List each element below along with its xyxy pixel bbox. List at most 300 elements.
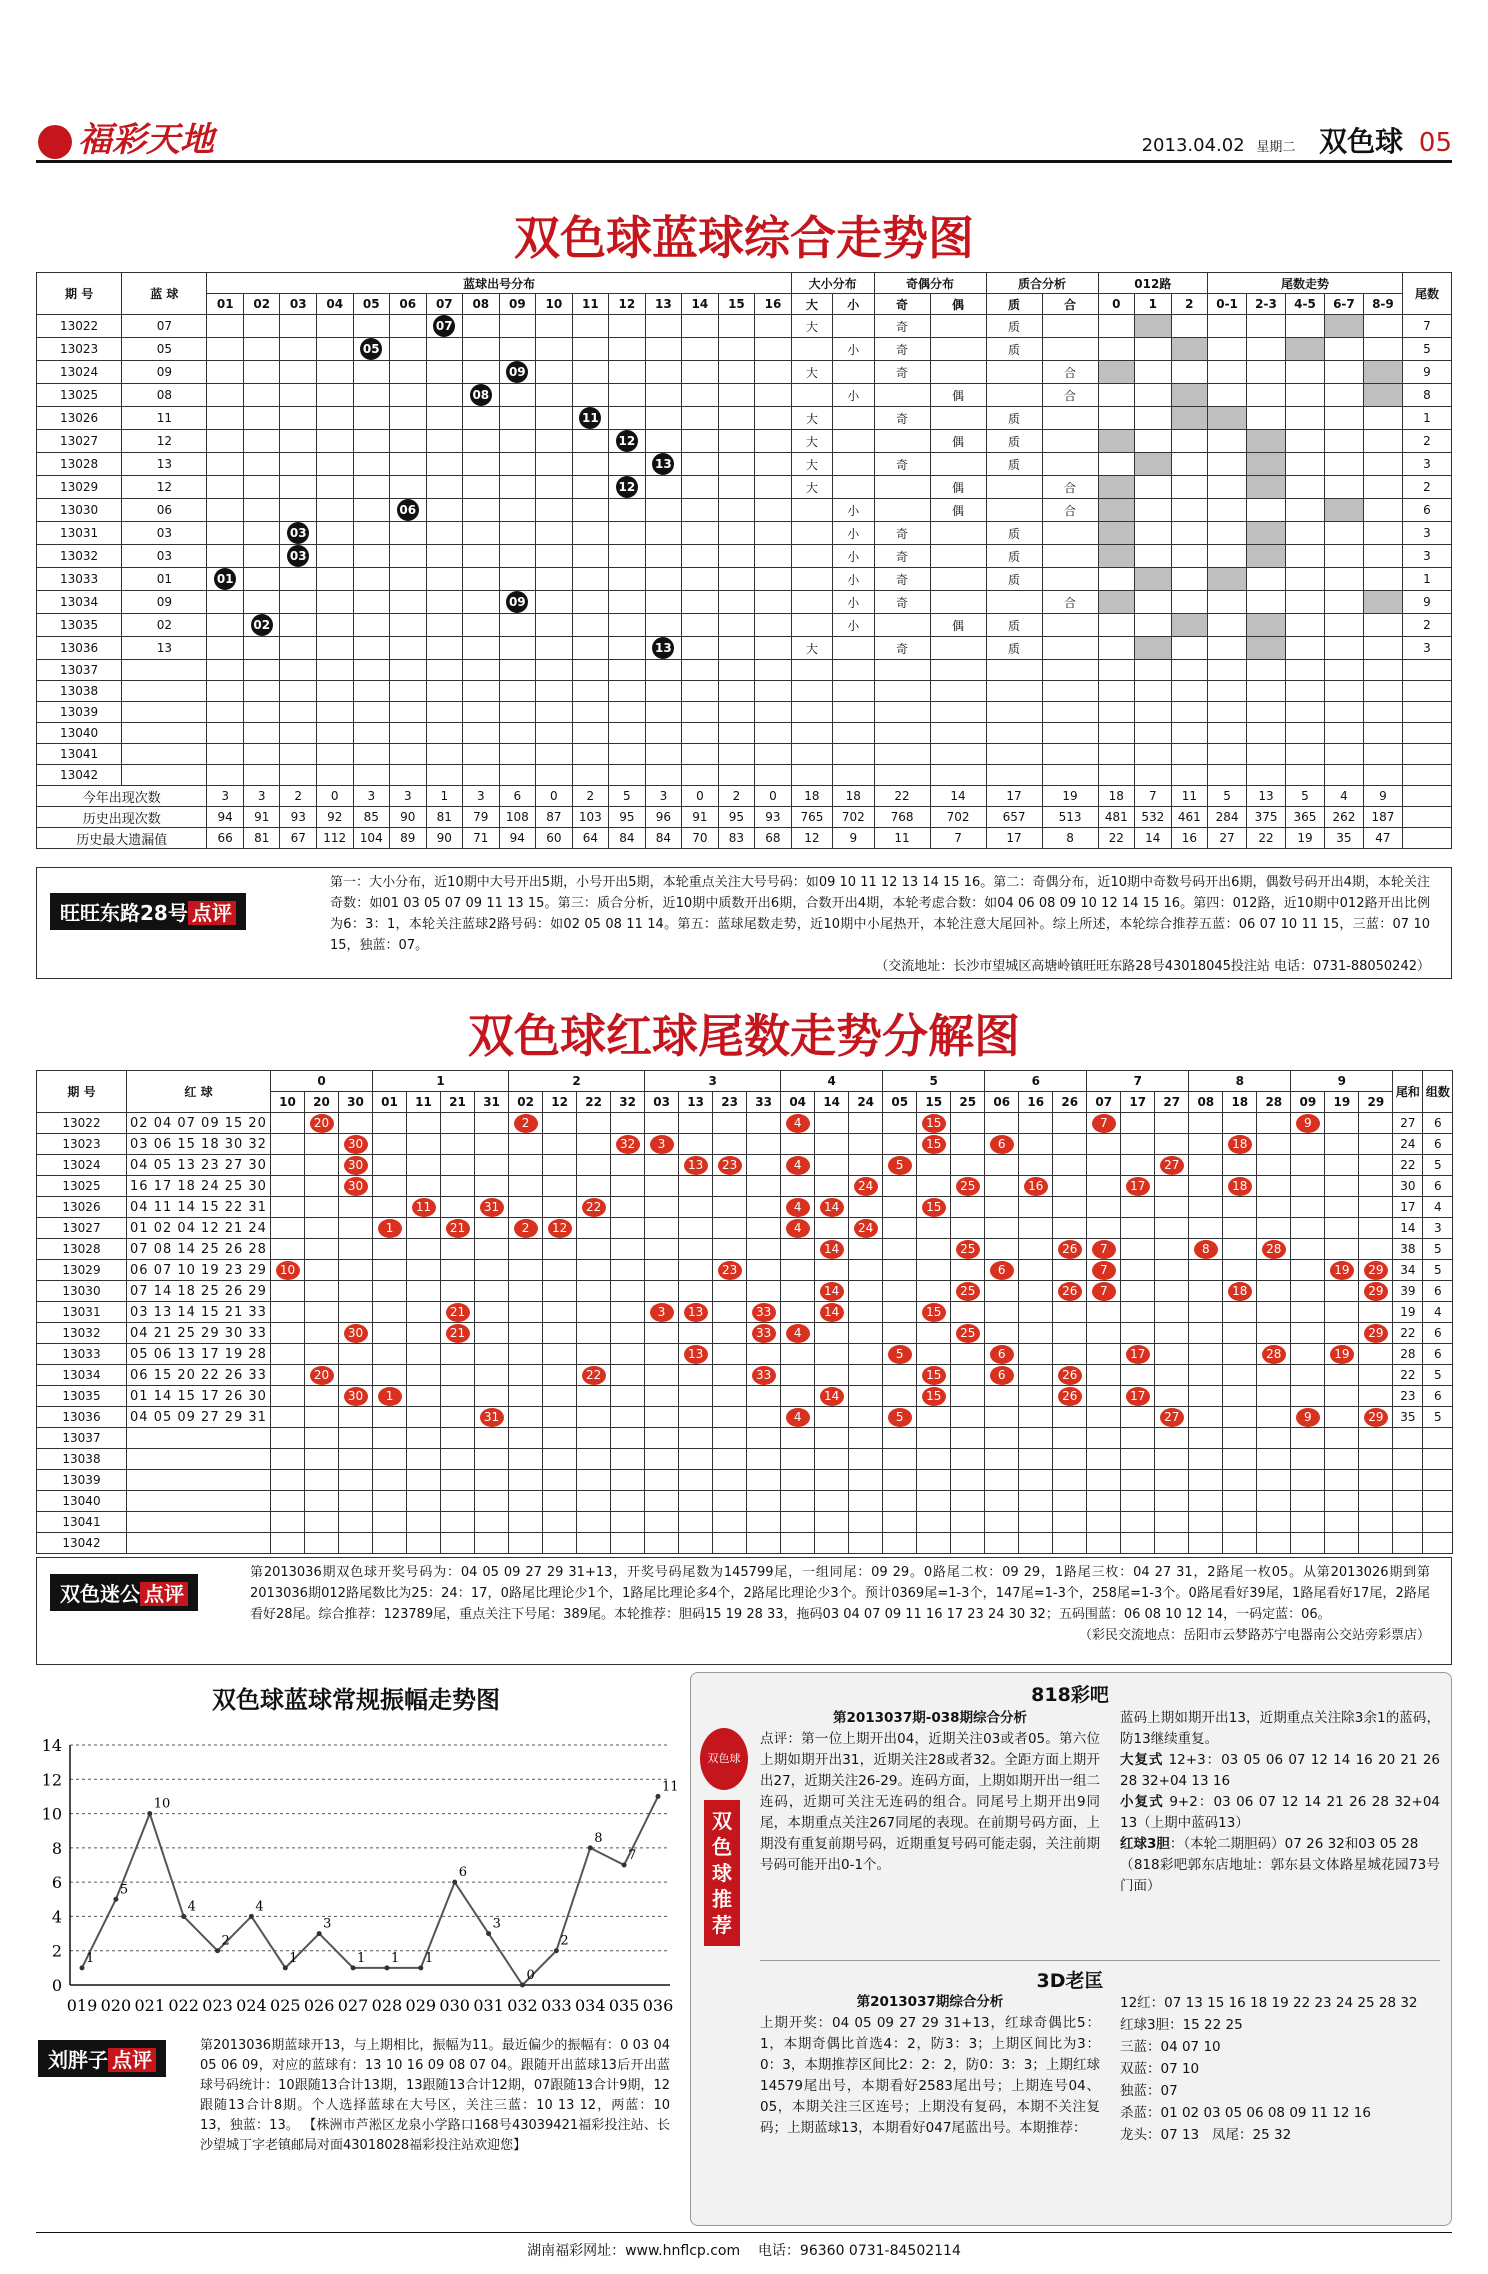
distribution-cell <box>390 384 427 407</box>
stats-row <box>37 786 1452 807</box>
tail-value: 8 <box>1402 384 1451 407</box>
parity-cell <box>930 765 986 786</box>
size-cell: 大 <box>791 407 832 430</box>
distribution-cell <box>645 338 682 361</box>
logo-icon <box>38 125 72 159</box>
data-label: 1 <box>390 1950 400 1966</box>
hit-red-ball: 15 <box>922 1366 946 1385</box>
amplitude-chart <box>30 1730 680 2030</box>
stats-value: 81 <box>243 828 280 849</box>
stats-value: 47 <box>1363 828 1402 849</box>
hit-red-ball: 6 <box>990 1345 1014 1364</box>
route-cell <box>1171 407 1208 430</box>
distribution-cell <box>609 522 646 545</box>
tail-cell <box>985 1155 1019 1176</box>
tail-cell <box>373 1344 407 1365</box>
distribution-cell <box>426 476 463 499</box>
hit-red-ball: 7 <box>1092 1282 1116 1301</box>
tail-value: 1 <box>1402 568 1451 591</box>
tail-cell <box>883 1386 917 1407</box>
tail-cell <box>951 1134 985 1155</box>
hit-red-ball: 33 <box>752 1324 776 1343</box>
period-cell: 13037 <box>37 1428 127 1449</box>
tail-cell <box>1359 1197 1393 1218</box>
distribution-cell <box>499 499 536 522</box>
tail-cell <box>271 1428 305 1449</box>
stats-value: 60 <box>536 828 573 849</box>
stats-value: 84 <box>609 828 646 849</box>
route-cell <box>1098 384 1135 407</box>
tail-cell <box>373 1260 407 1281</box>
tail-cell <box>1325 1470 1359 1491</box>
distribution-cell <box>426 361 463 384</box>
period-cell: 13030 <box>37 499 122 522</box>
comment-tag-2: 双色迷公 点评 <box>50 1574 198 1611</box>
stats-value: 18 <box>833 786 874 807</box>
stats-blank <box>1402 786 1451 807</box>
comment-contact-1: （交流地址：长沙市望城区高塘岭镇旺旺东路28号43018045投注站 电话：0731-88050242） <box>875 959 1430 974</box>
tail-cell <box>543 1218 577 1239</box>
stats-value: 22 <box>1247 828 1286 849</box>
tail-cell <box>883 1449 917 1470</box>
subheader-row <box>37 294 1452 315</box>
hit-red-ball: 11 <box>412 1198 436 1217</box>
size-cell: 小 <box>833 384 874 407</box>
parity-cell: 偶 <box>930 499 986 522</box>
route-cell <box>1135 453 1172 476</box>
tail-cell <box>1359 1176 1393 1197</box>
tail-cell <box>1087 1491 1121 1512</box>
distribution-cell <box>572 522 609 545</box>
tail-cell <box>1359 1512 1393 1533</box>
tail-cell <box>1121 1365 1155 1386</box>
route-cell <box>1171 723 1208 744</box>
sub-header: 27 <box>1155 1092 1189 1113</box>
tail-cell <box>305 1344 339 1365</box>
group-count: 5 <box>1423 1260 1453 1281</box>
distribution-cell <box>755 744 792 765</box>
tail-cell <box>1189 1302 1223 1323</box>
tail-cell <box>271 1470 305 1491</box>
group-count: 5 <box>1423 1365 1453 1386</box>
tail-sum: 38 <box>1393 1239 1423 1260</box>
group-count: 6 <box>1423 1386 1453 1407</box>
hit-red-ball: 24 <box>854 1177 878 1196</box>
tail-cell <box>577 1512 611 1533</box>
tail-cell <box>1223 1260 1257 1281</box>
tail-cell <box>1189 1386 1223 1407</box>
tail-cell <box>611 1512 645 1533</box>
tail-cell <box>917 1113 951 1134</box>
period-cell: 13035 <box>37 1386 127 1407</box>
stats-value: 13 <box>1247 786 1286 807</box>
tail-cell <box>1208 430 1247 453</box>
tail-cell <box>1324 723 1363 744</box>
blue-cell: 05 <box>122 338 207 361</box>
distribution-cell <box>718 476 755 499</box>
distribution-cell <box>463 361 500 384</box>
distribution-cell <box>499 723 536 744</box>
distribution-cell <box>755 315 792 338</box>
tail-cell <box>1257 1302 1291 1323</box>
tail-cell <box>1121 1323 1155 1344</box>
tail-cell <box>1291 1239 1325 1260</box>
distribution-cell <box>682 660 719 681</box>
sub-header: 12 <box>609 294 646 315</box>
tail-cell <box>645 1239 679 1260</box>
hit-ball: 13 <box>652 637 674 659</box>
stats-value: 16 <box>1171 828 1208 849</box>
hit-red-ball: 19 <box>1330 1261 1354 1280</box>
tail-cell <box>849 1155 883 1176</box>
tail-cell <box>679 1302 713 1323</box>
stats-value: 0 <box>682 786 719 807</box>
tail-cell <box>985 1218 1019 1239</box>
distribution-cell <box>463 522 500 545</box>
sub-header: 32 <box>611 1092 645 1113</box>
tail-cell <box>747 1134 781 1155</box>
distribution-cell <box>755 637 792 660</box>
stats-blank <box>1402 828 1451 849</box>
tail-cell <box>1208 568 1247 591</box>
tail-cell <box>1291 1491 1325 1512</box>
distribution-cell <box>645 637 682 660</box>
stats-value: 94 <box>207 807 244 828</box>
tail-cell <box>781 1113 815 1134</box>
distribution-cell <box>718 522 755 545</box>
size-cell <box>833 476 874 499</box>
distribution-cell <box>572 614 609 637</box>
group-header: 0 <box>271 1071 373 1092</box>
tail-cell <box>509 1176 543 1197</box>
tail-cell <box>441 1449 475 1470</box>
tail-cell <box>271 1155 305 1176</box>
tail-cell <box>611 1491 645 1512</box>
tail-cell <box>713 1260 747 1281</box>
tail-cell <box>1019 1428 1053 1449</box>
tail-sum: 30 <box>1393 1176 1423 1197</box>
tail-cell <box>1223 1365 1257 1386</box>
prime-cell <box>1042 637 1098 660</box>
tail-cell <box>1208 338 1247 361</box>
tail-cell <box>1189 1407 1223 1428</box>
route-cell <box>1135 315 1172 338</box>
tail-cell <box>849 1134 883 1155</box>
distribution-cell <box>390 637 427 660</box>
tail-cell <box>951 1386 985 1407</box>
tail-cell <box>1325 1113 1359 1134</box>
tail-cell <box>475 1386 509 1407</box>
size-cell <box>791 384 832 407</box>
hit-red-ball: 21 <box>446 1303 470 1322</box>
table-row <box>37 1386 1453 1407</box>
red-balls-cell <box>127 1533 271 1554</box>
size-cell: 小 <box>833 591 874 614</box>
sub-header: 2 <box>1171 294 1208 315</box>
stats-value: 3 <box>645 786 682 807</box>
box-3d-left: 第2013037期综合分析 上期开奖：04 05 09 27 29 31+13，红球奇偶比5：1，本期奇偶比首选4：2，防3：3；上期区间比为3：0：3，本期推荐区间比2：2：2，防0：3：3；上期红球14579尾出号，本期看好2583尾出号；上期连号04、05，本期关注三区连号；上期没有复码，本期不关注复码；上期蓝球13，本期看好047尾蓝出号。本期推荐： <box>760 1994 1100 2136</box>
tail-cell <box>1257 1344 1291 1365</box>
tail-cell <box>305 1512 339 1533</box>
distribution-cell <box>426 338 463 361</box>
hit-red-ball: 23 <box>718 1261 742 1280</box>
tail-cell <box>747 1428 781 1449</box>
route-cell <box>1098 430 1135 453</box>
tail-cell <box>1019 1218 1053 1239</box>
hit-ball: 03 <box>287 522 309 544</box>
period-cell: 13033 <box>37 568 122 591</box>
tail-cell <box>1291 1197 1325 1218</box>
distribution-cell <box>243 681 280 702</box>
tail-cell <box>339 1386 373 1407</box>
stats-value: 94 <box>499 828 536 849</box>
hit-red-ball: 20 <box>310 1114 334 1133</box>
group-header: 2 <box>509 1071 645 1092</box>
tail-cell <box>1286 453 1325 476</box>
data-point <box>656 1794 661 1799</box>
parity-cell: 奇 <box>874 545 930 568</box>
tail-cell <box>883 1533 917 1554</box>
distribution-cell <box>463 660 500 681</box>
group-header: 4 <box>781 1071 883 1092</box>
x-tick-label: 019 <box>66 1996 98 2015</box>
x-tick-label: 026 <box>303 1996 335 2015</box>
tail-cell <box>1053 1407 1087 1428</box>
group-header: 7 <box>1087 1071 1189 1092</box>
tail-cell <box>1121 1512 1155 1533</box>
size-cell: 小 <box>833 522 874 545</box>
parity-cell: 奇 <box>874 568 930 591</box>
hit-red-ball: 4 <box>786 1198 810 1217</box>
distribution-cell <box>572 545 609 568</box>
group-count: 6 <box>1423 1344 1453 1365</box>
tail-cell <box>1257 1260 1291 1281</box>
tail-cell <box>917 1197 951 1218</box>
distribution-cell <box>243 453 280 476</box>
tail-cell <box>1189 1134 1223 1155</box>
tail-cell <box>1325 1533 1359 1554</box>
tail-cell <box>1121 1386 1155 1407</box>
prime-cell <box>1042 315 1098 338</box>
tail-cell <box>509 1113 543 1134</box>
brand-logo: 福彩天地 <box>38 112 214 161</box>
stats-value: 11 <box>1171 786 1208 807</box>
distribution-cell <box>645 660 682 681</box>
distribution-cell <box>682 681 719 702</box>
parity-cell <box>930 723 986 744</box>
x-tick-label: 021 <box>134 1996 166 2015</box>
stats-value: 95 <box>718 807 755 828</box>
prime-cell <box>1042 765 1098 786</box>
hit-red-ball: 15 <box>922 1303 946 1322</box>
tail-cell <box>1223 1218 1257 1239</box>
group-header: 尾数 <box>1402 273 1451 315</box>
distribution-cell <box>463 545 500 568</box>
tail-cell <box>1363 338 1402 361</box>
tail-cell <box>1286 338 1325 361</box>
tail-cell <box>713 1449 747 1470</box>
distribution-cell <box>718 614 755 637</box>
tail-cell <box>883 1323 917 1344</box>
stats-value: 93 <box>755 807 792 828</box>
distribution-cell <box>280 338 317 361</box>
parity-cell <box>930 702 986 723</box>
sub-header: 1 <box>1135 294 1172 315</box>
tail-cell <box>1363 591 1402 614</box>
distribution-cell <box>536 614 573 637</box>
tail-cell <box>1087 1218 1121 1239</box>
tail-cell <box>1053 1365 1087 1386</box>
tail-cell <box>1363 522 1402 545</box>
prime-cell: 质 <box>986 614 1042 637</box>
tail-cell <box>1208 476 1247 499</box>
weekday: 星期二 <box>1256 140 1296 155</box>
tail-cell <box>985 1260 1019 1281</box>
sub-header: 11 <box>572 294 609 315</box>
tail-cell <box>1324 315 1363 338</box>
distribution-cell <box>536 315 573 338</box>
tail-cell <box>1019 1386 1053 1407</box>
distribution-cell <box>207 614 244 637</box>
distribution-cell <box>243 361 280 384</box>
route-cell <box>1135 430 1172 453</box>
tail-cell <box>1257 1470 1291 1491</box>
period-cell: 13041 <box>37 744 122 765</box>
distribution-cell <box>682 430 719 453</box>
hit-red-ball: 19 <box>1330 1345 1354 1364</box>
tail-cell <box>1325 1407 1359 1428</box>
tail-sum <box>1393 1428 1423 1449</box>
tail-cell <box>1247 765 1286 786</box>
red-balls-cell: 03 06 15 18 30 32 <box>127 1134 271 1155</box>
hit-red-ball: 14 <box>820 1303 844 1322</box>
tail-cell <box>917 1407 951 1428</box>
tail-cell <box>1121 1344 1155 1365</box>
prime-cell: 合 <box>1042 499 1098 522</box>
tail-cell <box>1087 1134 1121 1155</box>
tail-value: 7 <box>1402 315 1451 338</box>
stats-label: 历史最大遗漏值 <box>37 828 207 849</box>
hit-red-ball: 26 <box>1058 1240 1082 1259</box>
red-balls-cell: 05 06 13 17 19 28 <box>127 1344 271 1365</box>
hit-red-ball: 31 <box>480 1408 504 1427</box>
tail-cell <box>305 1323 339 1344</box>
tail-cell <box>985 1323 1019 1344</box>
distribution-cell <box>426 384 463 407</box>
tail-value <box>1402 765 1451 786</box>
x-tick-label: 028 <box>371 1996 403 2015</box>
size-cell <box>791 765 832 786</box>
tail-cell <box>917 1512 951 1533</box>
tail-cell <box>1208 681 1247 702</box>
tail-cell <box>849 1281 883 1302</box>
tail-cell <box>679 1260 713 1281</box>
red-balls-cell: 04 21 25 29 30 33 <box>127 1323 271 1344</box>
tail-cell <box>1325 1134 1359 1155</box>
tail-cell <box>1359 1134 1393 1155</box>
distribution-cell <box>572 681 609 702</box>
distribution-cell <box>207 361 244 384</box>
prime-cell <box>986 591 1042 614</box>
tail-cell <box>1291 1176 1325 1197</box>
distribution-cell <box>536 361 573 384</box>
tail-cell <box>679 1470 713 1491</box>
parity-cell <box>930 453 986 476</box>
tail-cell <box>985 1281 1019 1302</box>
tail-cell <box>271 1197 305 1218</box>
tail-cell <box>1286 614 1325 637</box>
distribution-cell <box>499 568 536 591</box>
tail-cell <box>985 1407 1019 1428</box>
tail-cell <box>543 1449 577 1470</box>
tail-cell <box>475 1428 509 1449</box>
sub-header: 偶 <box>930 294 986 315</box>
period-cell: 13036 <box>37 637 122 660</box>
period-cell: 13032 <box>37 1323 127 1344</box>
distribution-cell <box>572 723 609 744</box>
tail-cell <box>509 1386 543 1407</box>
group-header: 尾和 <box>1393 1071 1423 1113</box>
distribution-cell <box>536 338 573 361</box>
group-count: 4 <box>1423 1302 1453 1323</box>
tail-cell <box>713 1155 747 1176</box>
tail-cell <box>543 1386 577 1407</box>
tail-cell <box>577 1134 611 1155</box>
stats-value: 3 <box>390 786 427 807</box>
sub-header: 15 <box>917 1092 951 1113</box>
tail-cell <box>713 1113 747 1134</box>
period-cell: 13039 <box>37 702 122 723</box>
distribution-cell <box>463 568 500 591</box>
hit-red-ball: 1 <box>378 1387 402 1406</box>
hit-red-ball: 16 <box>1024 1177 1048 1196</box>
tail-cell <box>1363 476 1402 499</box>
tail-cell <box>1286 384 1325 407</box>
distribution-cell <box>645 476 682 499</box>
group-count: 6 <box>1423 1281 1453 1302</box>
tail-cell <box>883 1218 917 1239</box>
tail-cell <box>577 1218 611 1239</box>
distribution-cell <box>682 545 719 568</box>
tail-cell <box>1121 1470 1155 1491</box>
distribution-cell <box>426 702 463 723</box>
distribution-cell <box>499 545 536 568</box>
period-cell: 13032 <box>37 545 122 568</box>
tail-cell <box>611 1428 645 1449</box>
tail-cell <box>1121 1176 1155 1197</box>
tail-cell <box>407 1449 441 1470</box>
size-cell <box>833 660 874 681</box>
tail-cell <box>1291 1428 1325 1449</box>
tail-cell <box>747 1407 781 1428</box>
parity-cell: 奇 <box>874 453 930 476</box>
distribution-cell <box>280 522 317 545</box>
group-count: 5 <box>1423 1407 1453 1428</box>
tail-cell <box>1257 1449 1291 1470</box>
distribution-cell <box>390 744 427 765</box>
tail-cell <box>1223 1281 1257 1302</box>
tail-cell <box>1257 1491 1291 1512</box>
sub-header: 14 <box>815 1092 849 1113</box>
distribution-cell <box>316 702 353 723</box>
data-point <box>418 1965 423 1970</box>
sub-header: 10 <box>271 1092 305 1113</box>
tail-cell <box>543 1302 577 1323</box>
tail-cell <box>509 1449 543 1470</box>
tail-cell <box>1087 1176 1121 1197</box>
tail-cell <box>509 1134 543 1155</box>
tail-cell <box>1087 1470 1121 1491</box>
